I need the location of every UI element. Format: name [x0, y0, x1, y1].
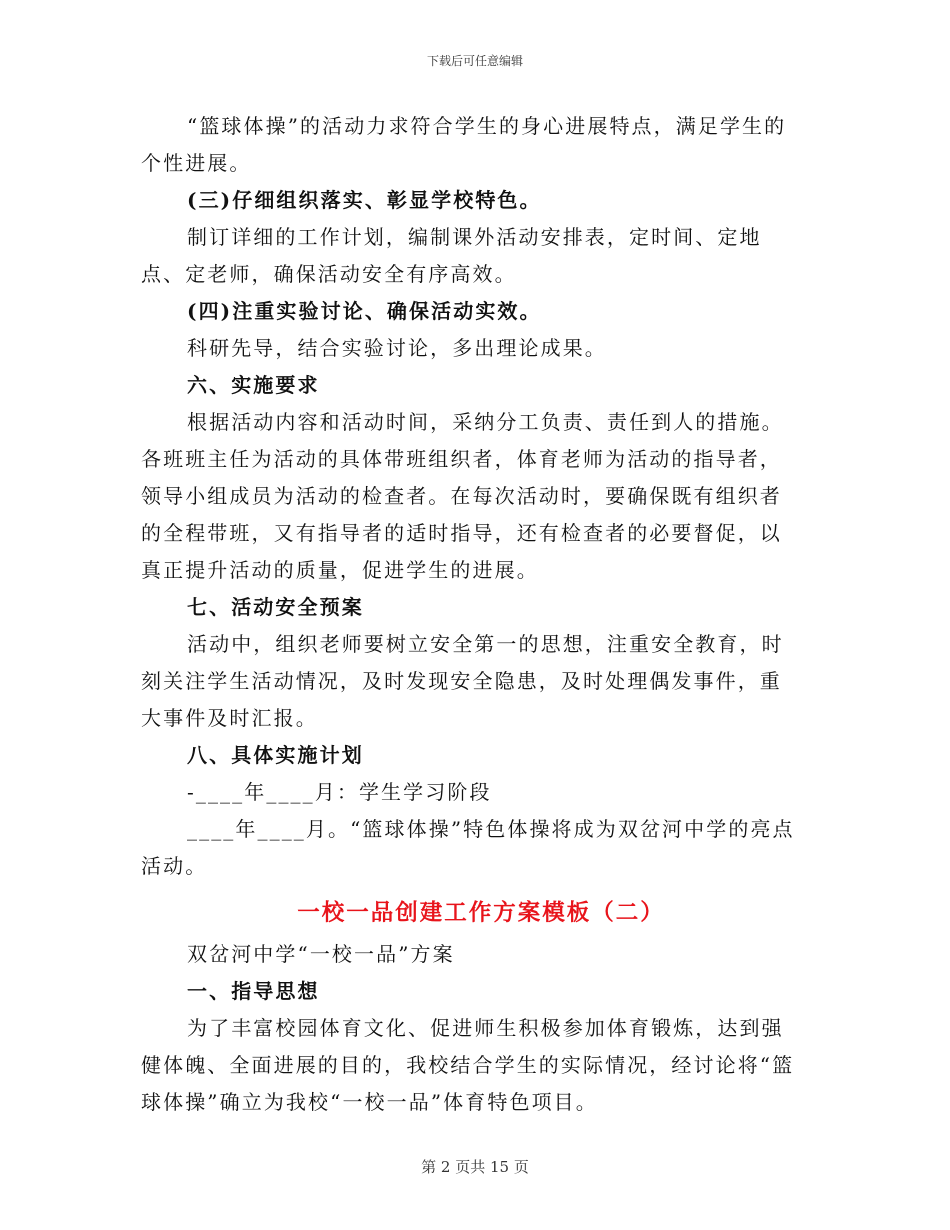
section-heading: 一、指导思想 [187, 979, 320, 1003]
page-header: 下载后可任意编辑 [426, 54, 523, 68]
paragraph: 制订详细的工作计划，编制课外活动安排表，定时间、定地点、定老师，确保活动安全有序高效。 [141, 225, 762, 286]
paragraph: “篮球体操”的活动力求符合学生的身心进展特点，满足学生的个性进展。 [141, 114, 787, 175]
paragraph: 双岔河中学“一校一品”方案 [187, 942, 455, 966]
paragraph: -____年____月：学生学习阶段 [187, 780, 492, 804]
paragraph: 科研先导，结合实验讨论，多出理论成果。 [187, 336, 607, 360]
section-heading: (四)注重实验讨论、确保活动实效。 [187, 299, 542, 323]
document-body [141, 108, 803, 1121]
paragraph: 活动中，组织老师要树立安全第一的思想，注重安全教育，时刻关注学生活动情况，及时发现安全隐患，及时处理偶发事件，重大事件及时汇报。 [141, 632, 784, 730]
section-heading: 六、实施要求 [187, 373, 320, 397]
document-title: 一校一品创建工作方案模板（二） [297, 900, 665, 926]
page-footer: 第 2 页共 15 页 [421, 1158, 529, 1176]
section-heading: 八、具体实施计划 [187, 743, 364, 767]
paragraph: 为了丰富校园体育文化、促进师生积极参加体育锻炼，达到强健体魄、全面进展的目的，我校结合学生的实际情况，经讨论将“篮球体操”确立为我校“一校一品”体育特色项目。 [141, 1016, 795, 1114]
section-heading: 七、活动安全预案 [187, 595, 364, 619]
paragraph: ____年____月。“篮球体操”特色体操将成为双岔河中学的亮点活动。 [141, 817, 795, 878]
section-heading: (三)仔细组织落实、彰显学校特色。 [187, 188, 542, 212]
paragraph: 根据活动内容和活动时间，采纳分工负责、责任到人的措施。各班班主任为活动的具体带班组织者，体育老师为活动的指导者，领导小组成员为活动的检查者。在每次活动时，要确保既有组织者的全程带班，又有指导者的适时指导，还有检查者的必要督促，以真正提升活动的质量，促进学生的进展。 [141, 410, 784, 582]
